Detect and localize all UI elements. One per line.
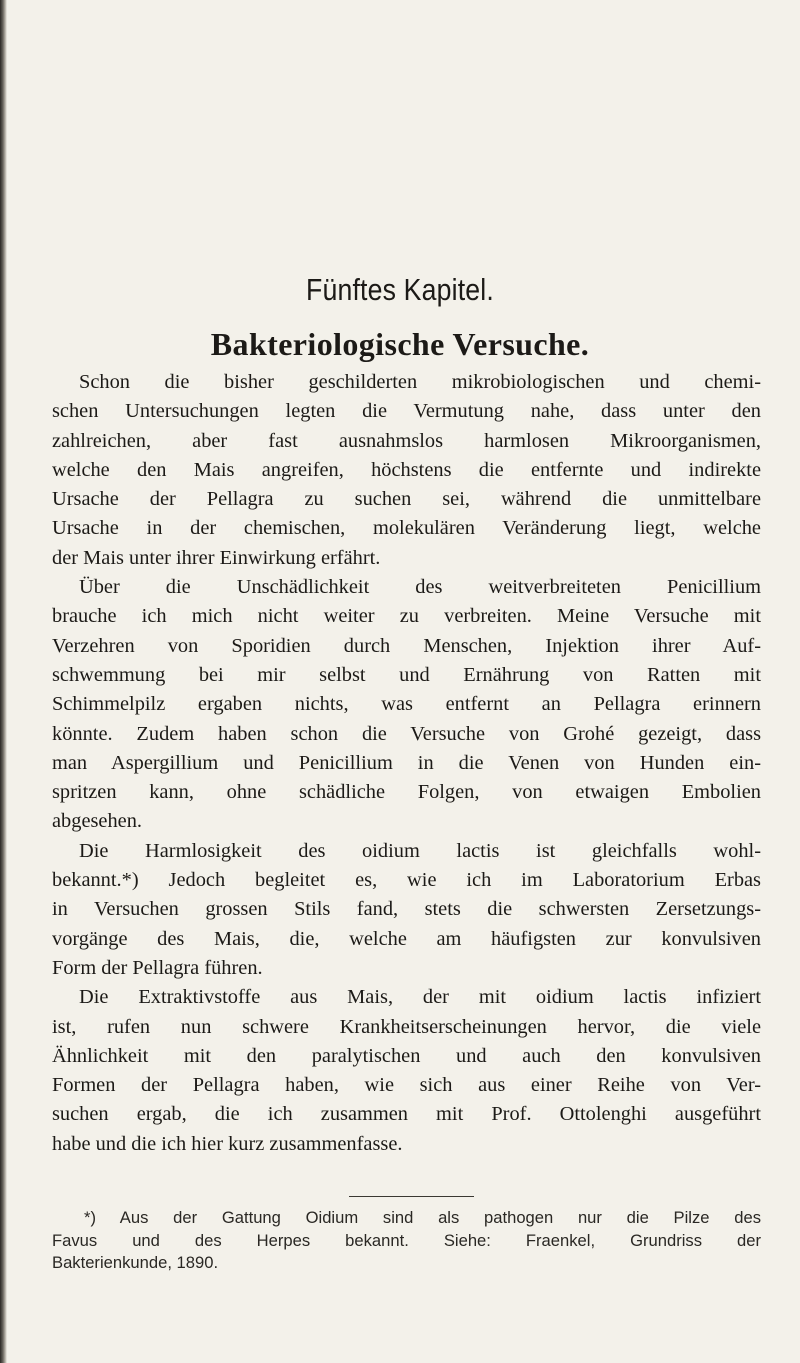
text-line: Formen der Pellagra haben, wie sich aus einer Reihe von Ver- xyxy=(52,1074,761,1097)
text-line: abgesehen. xyxy=(52,810,143,833)
paragraph xyxy=(52,368,761,573)
text-line: Ursache in der chemischen, molekulären Veränderung liegt, welche xyxy=(52,517,761,540)
text-line: habe und die ich hier kurz zusammenfasse. xyxy=(52,1132,403,1155)
text-line: in Versuchen grossen Stils fand, stets die schwersten Zersetzungs- xyxy=(52,898,761,921)
chapter-number: Fünftes Kapitel. xyxy=(305,272,494,307)
text-line: zahlreichen, aber fast ausnahmslos harmlosen Mikroorganismen, xyxy=(52,429,761,452)
text-line: Verzehren von Sporidien durch Menschen, Injektion ihrer Auf- xyxy=(52,634,761,657)
text-line: Die Harmlosigkeit des oidium lactis ist gleichfalls wohl- xyxy=(79,839,761,862)
text-line: Form der Pellagra führen. xyxy=(52,956,263,979)
text-line: vorgänge des Mais, die, welche am häufigsten zur konvulsiven xyxy=(52,927,761,950)
footnote-divider xyxy=(349,1196,474,1197)
text-line: schen Untersuchungen legten die Vermutung nahe, dass unter den xyxy=(52,400,761,423)
body-text xyxy=(52,368,761,1159)
text-line: könnte. Zudem haben schon die Versuche von Grohé gezeigt, dass xyxy=(52,722,761,745)
text-line: spritzen kann, ohne schädliche Folgen, von etwaigen Embolien xyxy=(52,781,761,804)
chapter-title: Bakteriologische Versuche. xyxy=(210,326,590,362)
footnote-line: *) Aus der Gattung Oidium sind als pathogen nur die Pilze des xyxy=(84,1208,761,1227)
text-line: bekannt.*) Jedoch begleitet es, wie ich im Laboratorium Erbas xyxy=(52,869,761,892)
footnote xyxy=(52,1207,761,1275)
paragraph xyxy=(52,573,761,837)
text-line: Ähnlichkeit mit den paralytischen und auch den konvulsiven xyxy=(52,1044,761,1067)
text-line: suchen ergab, die ich zusammen mit Prof. Ottolenghi ausgeführt xyxy=(52,1103,761,1126)
text-line: Schimmelpilz ergaben nichts, was entfernt an Pellagra erinnern xyxy=(52,693,761,716)
text-line: Über die Unschädlichkeit des weitverbreiteten Penicillium xyxy=(79,576,761,599)
footnote-line: Bakterienkunde, 1890. xyxy=(52,1253,219,1273)
text-line: Schon die bisher geschilderten mikrobiologischen und chemi- xyxy=(79,371,761,393)
text-line: der Mais unter ihrer Einwirkung erfährt. xyxy=(52,546,381,569)
footnote-line: Favus und des Herpes bekannt. Siehe: Fraenkel, Grundriss der xyxy=(52,1230,761,1250)
paragraph xyxy=(52,837,761,983)
text-line: man Aspergillium und Penicillium in die Venen von Hunden ein- xyxy=(52,751,761,774)
text-line: ist, rufen nun schwere Krankheitserscheinungen hervor, die viele xyxy=(52,1015,761,1038)
page-binding-edge xyxy=(0,0,7,1363)
text-line: brauche ich mich nicht weiter zu verbreiten. Meine Versuche mit xyxy=(52,605,761,628)
text-line: Ursache der Pellagra zu suchen sei, während die unmittelbare xyxy=(52,488,761,511)
paragraph xyxy=(52,983,761,1159)
text-line: welche den Mais angreifen, höchstens die entfernte und indirekte xyxy=(52,458,761,481)
text-line: schwemmung bei mir selbst und Ernährung von Ratten mit xyxy=(52,663,761,686)
text-line: Die Extraktivstoffe aus Mais, der mit oidium lactis infiziert xyxy=(79,986,761,1009)
